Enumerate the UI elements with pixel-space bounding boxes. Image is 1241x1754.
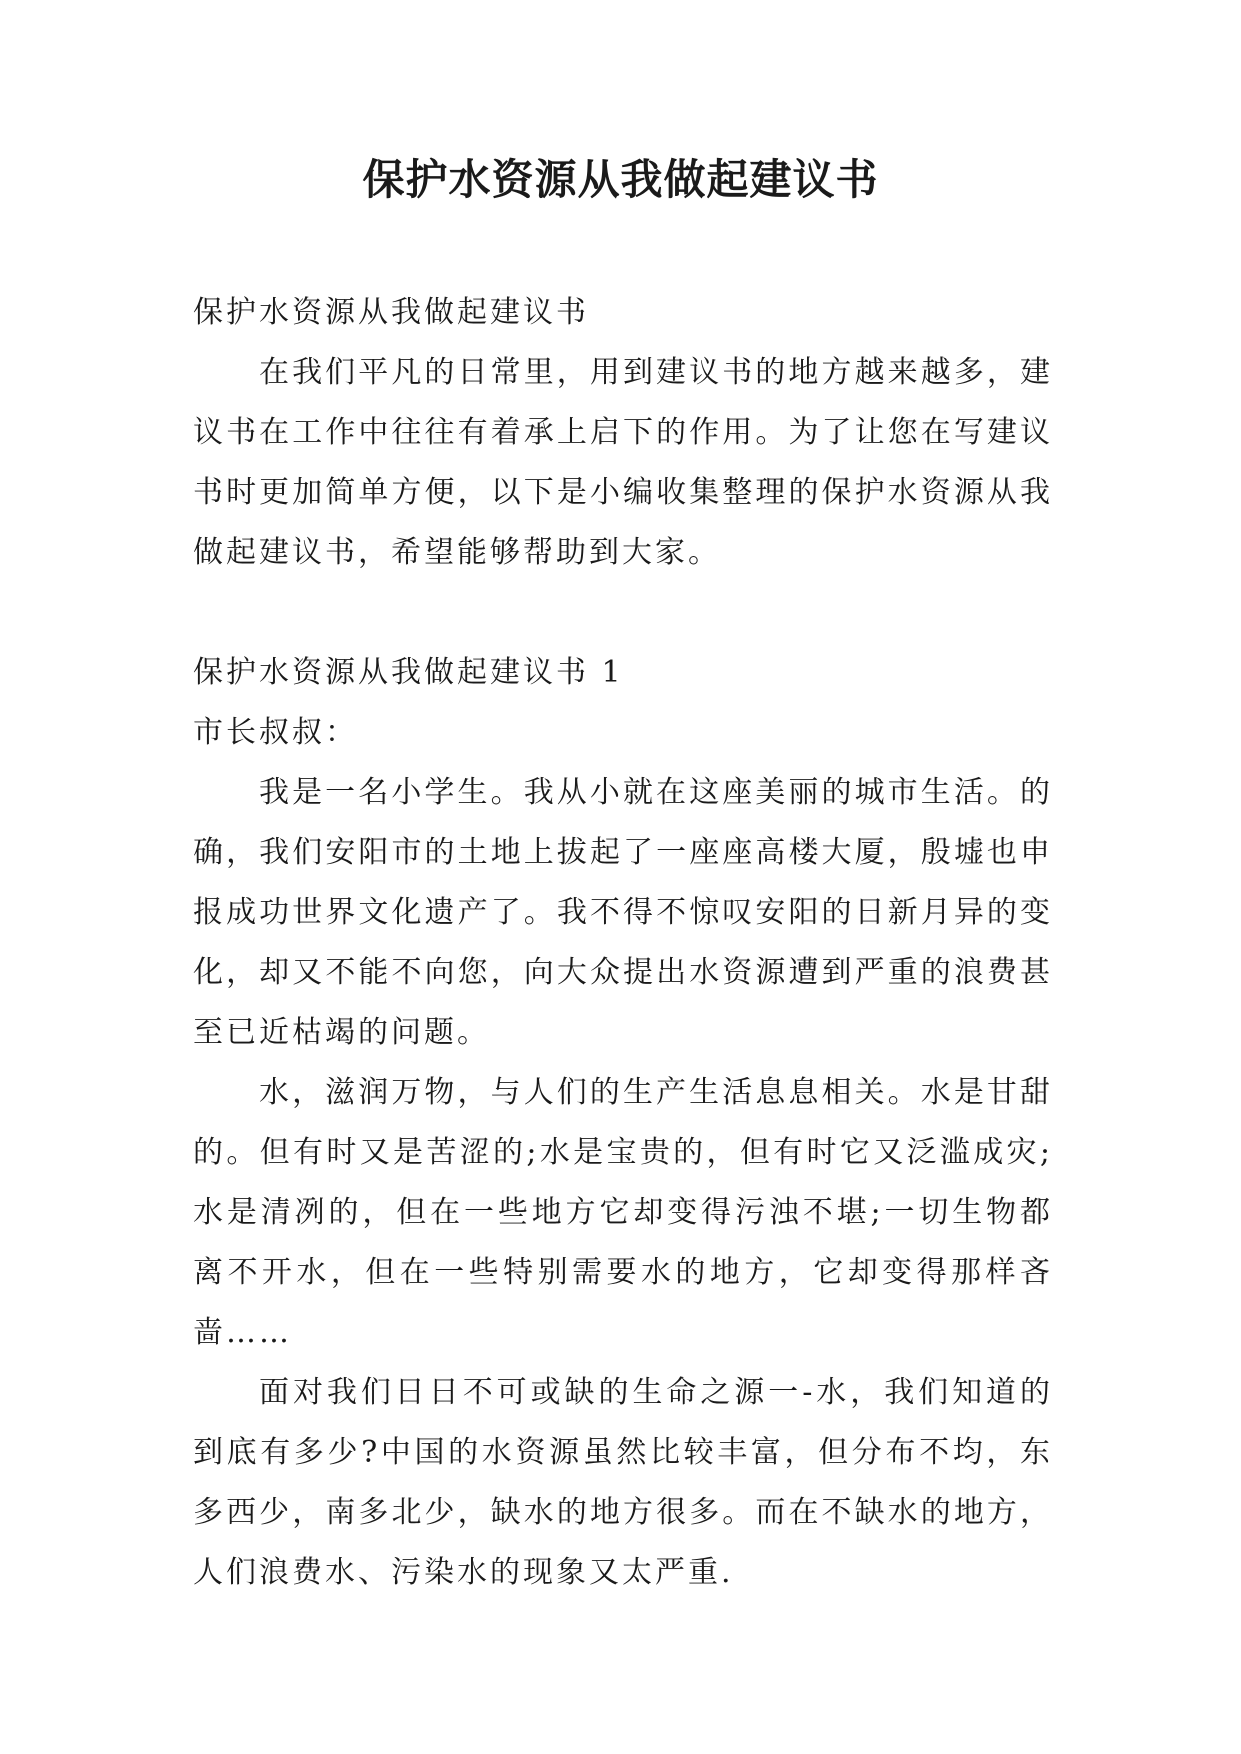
document-title: 保护水资源从我做起建议书 [362,155,879,204]
body-paragraph-1: 我是一名小学生。我从小就在这座美丽的城市生活。的确，我们安阳市的土地上拔起了一座座高楼大厦，殷墟也申报成功世界文化遗产了。我不得不惊叹安阳的日新月异的变化，却又不能不向您，向大众提出水资源遭到严重的浪费甚至已近枯竭的问题。 [193,775,1053,1050]
body-paragraph-3: 面对我们日日不可或缺的生命之源一-水，我们知道的到底有多少?中国的水资源虽然比较丰富，但分布不均，东多西少，南多北少，缺水的地方很多。而在不缺水的地方，人们浪费水、污染水的现象又太严重. [193,1375,1053,1590]
document-body [193,283,1053,1603]
body-paragraph-2: 水，滋润万物，与人们的生产生活息息相关。水是甘甜的。但有时又是苦涩的;水是宝贵的，但有时它又泛滥成灾;水是清冽的，但在一些地方它却变得污浊不堪;一切生物都离不开水，但在一些特别需要水的地方，它却变得那样吝啬…… [193,1075,1053,1350]
document-subtitle: 保护水资源从我做起建议书 [193,295,589,330]
salutation: 市长叔叔： [193,715,358,750]
section-heading: 保护水资源从我做起建议书 1 [193,655,624,690]
intro-paragraph: 在我们平凡的日常里，用到建议书的地方越来越多，建议书在工作中往往有着承上启下的作用。为了让您在写建议书时更加简单方便，以下是小编收集整理的保护水资源从我做起建议书，希望能够帮助到大家。 [193,355,1053,570]
